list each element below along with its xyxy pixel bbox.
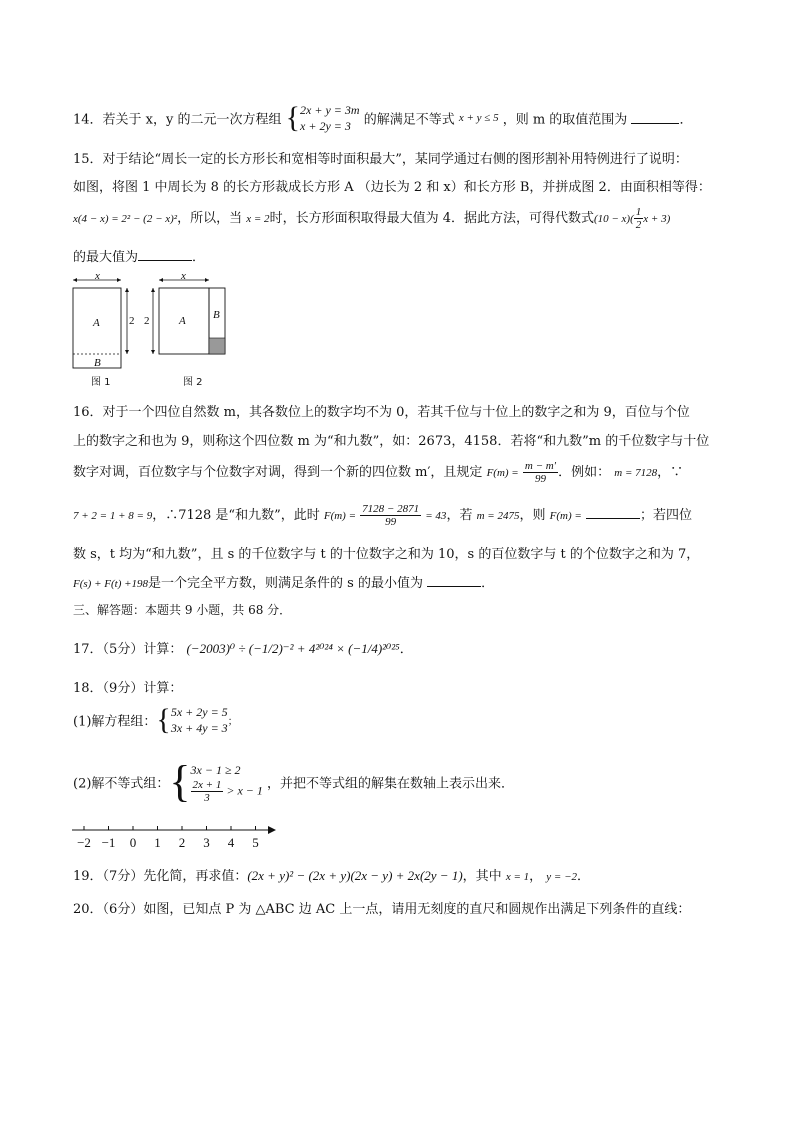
number-line-label: 5 xyxy=(252,835,259,850)
q18-p2-system xyxy=(191,761,263,804)
q16-line4 xyxy=(73,503,692,528)
number-line-label: 2 xyxy=(178,835,186,850)
question-20: 20．（6分）如图，已知点 P 为 △ABC 边 AC 上一点，请用无刻度的直尺和圆规作出满足下列条件的直线： xyxy=(73,902,691,917)
fig1-B-label: B xyxy=(94,357,101,369)
q15-line2: 如图，将图 1 中周长为 8 的长方形裁成长方形 A （边长为 2 和 x）和长方形 B，并拼成图 2．由面积相等得： xyxy=(73,180,711,195)
q17-expr: (−2003)⁰ ÷ (−1/2)⁻² + 4²⁰²⁴ × (−1/4)²⁰²⁵ xyxy=(186,641,400,656)
q16-example: ．例如： xyxy=(558,465,611,480)
q18-p2-suffix: ，并把不等式组的解集在数轴上表示出来． xyxy=(267,776,515,792)
fig1-caption: 图 1 xyxy=(91,377,111,388)
q16-Fs-Ft: F(s) + F(t) +198 xyxy=(73,578,149,590)
fig2-x-label: x xyxy=(181,270,186,282)
q15-text-d: 时，长方形面积取得最大值为 4．据此方法，可得代数式 xyxy=(269,211,594,226)
q16-line1: 16．对于一个四位自然数 m，其各数位上的数字均不为 0，若其千位与十位上的数字之和为 9，百位与个位 xyxy=(73,405,690,420)
q16-because: ，∵ xyxy=(657,465,684,480)
q17-end: ． xyxy=(399,642,413,657)
q14-middle: 的解满足不等式 xyxy=(363,112,455,128)
q16-line5: 数 s，t 均为“和九数”，且 s 的千位数字与 t 的十位数字之和为 10，s 的百位数字与 t 的个位数字之和为 7， xyxy=(73,547,700,562)
q16-m-7128: m = 7128 xyxy=(614,467,658,479)
q16-line3-text: 数字对调，百位数字与个位数字对调，得到一个新的四位数 m′，且规定 xyxy=(73,465,483,480)
q18-p1-eq2: 3x + 4y = 3 xyxy=(170,721,228,735)
q15-eq: x(4 − x) = 2² − (2 − x)² xyxy=(73,213,178,225)
q15-figures xyxy=(65,270,245,392)
number-line-label: 4 xyxy=(227,835,235,850)
fig2-two-label: 2 xyxy=(144,315,150,327)
number-line-label: −2 xyxy=(77,835,91,850)
q19-mid: ，其中 xyxy=(462,869,502,884)
question-14: 14．若关于 x，y 的二元一次方程组 {2x + y = 3m x + 2y = 3 的解满足不等式 x + y ≤ 5 ，则 m 的取值范围为 ． xyxy=(73,101,693,134)
q16-sum: 7 + 2 = 1 + 8 = 9 xyxy=(73,510,153,522)
fig2-caption: 图 2 xyxy=(183,377,203,388)
q18-p2-prefix: (2)解不等式组： xyxy=(73,776,170,792)
number-line xyxy=(68,820,283,852)
q18-p1-eq1: 5x + 2y = 5 xyxy=(170,705,228,719)
q17-prefix: 17．（5分）计算： xyxy=(73,642,183,657)
q16-line2: 上的数字之和也为 9，则称这个四位数 m 为“和九数”，如：2673，4158．若将“和九数”m 的千位数字与十位 xyxy=(73,434,710,449)
q14-eq1: 2x + y = 3m xyxy=(300,103,360,117)
q16-answer-blank-2[interactable] xyxy=(427,575,481,587)
q16-example-frac: $\frac{7128 - 2871}{99}$ xyxy=(362,503,420,528)
number-line-label: −1 xyxy=(101,835,116,850)
q16-F-def: F(m) = xyxy=(486,467,519,479)
q18-p1-system xyxy=(171,704,228,736)
fig1-A-label: A xyxy=(93,317,100,329)
fig1-x-label: x xyxy=(95,270,100,282)
q15-text-b: ，所以，当 xyxy=(177,211,243,226)
q18-p1-prefix: (1)解方程组： xyxy=(73,714,157,730)
q14-system xyxy=(300,102,360,134)
q18-p2-frac: $\frac{2x + 1}{3}$ xyxy=(192,778,222,804)
fig2-A-label: A xyxy=(179,315,186,327)
q16-if: ，若 xyxy=(446,508,473,523)
q14-answer-blank[interactable] xyxy=(631,112,679,124)
question-19 xyxy=(73,865,590,884)
q18-part1: (1)解方程组：{5x + 2y = 5 3x + 4y = 3； xyxy=(73,703,238,736)
q18-p2-eq1: 3x − 1 ≥ 2 xyxy=(190,762,241,777)
q14-ineq: x + y ≤ 5 xyxy=(458,112,499,124)
q16-line6-text: 是一个完全平方数，则满足条件的 s 的最小值为 xyxy=(148,576,423,591)
q16-answer-blank-1[interactable] xyxy=(586,507,640,519)
number-line-label: 1 xyxy=(154,835,161,850)
question-17 xyxy=(73,638,413,657)
q18-p1-end: ； xyxy=(227,716,238,728)
fig1-two-label: 2 xyxy=(129,315,135,327)
q15-expr-post: x + 3) xyxy=(643,213,671,225)
q19-x-value: x = 1 xyxy=(505,871,530,883)
q16-line6 xyxy=(73,572,494,591)
q15-line4-text: 的最大值为 xyxy=(73,250,139,265)
q19-y-value: y = −2 xyxy=(546,871,578,883)
q16-eq-43: = 43 xyxy=(425,510,447,522)
q16-def-frac: $\frac{m - m'}{99}$ xyxy=(524,460,557,485)
q16-if-four: ；若四位 xyxy=(639,508,692,523)
q16-then: ，则 xyxy=(519,508,546,523)
q16-therefore: ，∴7128 是“和九数”，此时 xyxy=(152,508,320,523)
q16-end: ． xyxy=(481,576,495,591)
q15-line4 xyxy=(73,246,205,265)
q15-x-eq-2: x = 2 xyxy=(246,213,270,225)
q14-end: ． xyxy=(679,112,693,128)
number-line-label: 3 xyxy=(203,835,210,850)
q14-prefix: 14．若关于 x，y 的二元一次方程组 xyxy=(73,112,282,128)
q19-expr: (2x + y)² − (2x + y)(2x − y) + 2x(2y − 1) xyxy=(247,868,463,883)
q15-expr-pre: (10 − x)( xyxy=(593,213,634,225)
q15-half: $\frac{1}{2}$ xyxy=(635,206,642,231)
q18-title: 18．（9分）计算： xyxy=(73,681,183,696)
q19-end: ． xyxy=(577,869,591,884)
q16-m-2475: m = 2475 xyxy=(476,510,520,522)
number-line-label: 0 xyxy=(129,835,137,850)
q16-F-eq: F(m) = xyxy=(323,510,357,522)
section-3-header: 三、解答题：本题共 9 小题，共 68 分． xyxy=(73,603,292,617)
q16-line3 xyxy=(73,460,683,485)
q15-end: ． xyxy=(192,250,206,265)
q14-suffix: ，则 m 的取值范围为 xyxy=(502,112,628,128)
q18-p2-eq2-rest: > x − 1 xyxy=(226,782,263,797)
fig2-B-label: B xyxy=(213,309,220,321)
q15-line3 xyxy=(73,206,670,231)
q19-prefix: 19．（7分）先化简，再求值： xyxy=(73,869,248,884)
q16-F-m: F(m) = xyxy=(549,510,582,522)
q15-line1: 15．对于结论“周长一定的长方形长和宽相等时面积最大”，某同学通过右侧的图形割补用特例进行了说明： xyxy=(73,152,688,167)
q15-answer-blank[interactable] xyxy=(138,249,192,261)
q14-eq2: x + 2y = 3 xyxy=(300,119,351,133)
q19-sep: ， xyxy=(529,869,543,884)
q18-part2: (2)解不等式组：{3x − 1 ≥ 2 $\frac{2x + 1}{3}$ > x − 1 ，并把不等式组的解集在数轴上表示出来． xyxy=(73,757,515,806)
